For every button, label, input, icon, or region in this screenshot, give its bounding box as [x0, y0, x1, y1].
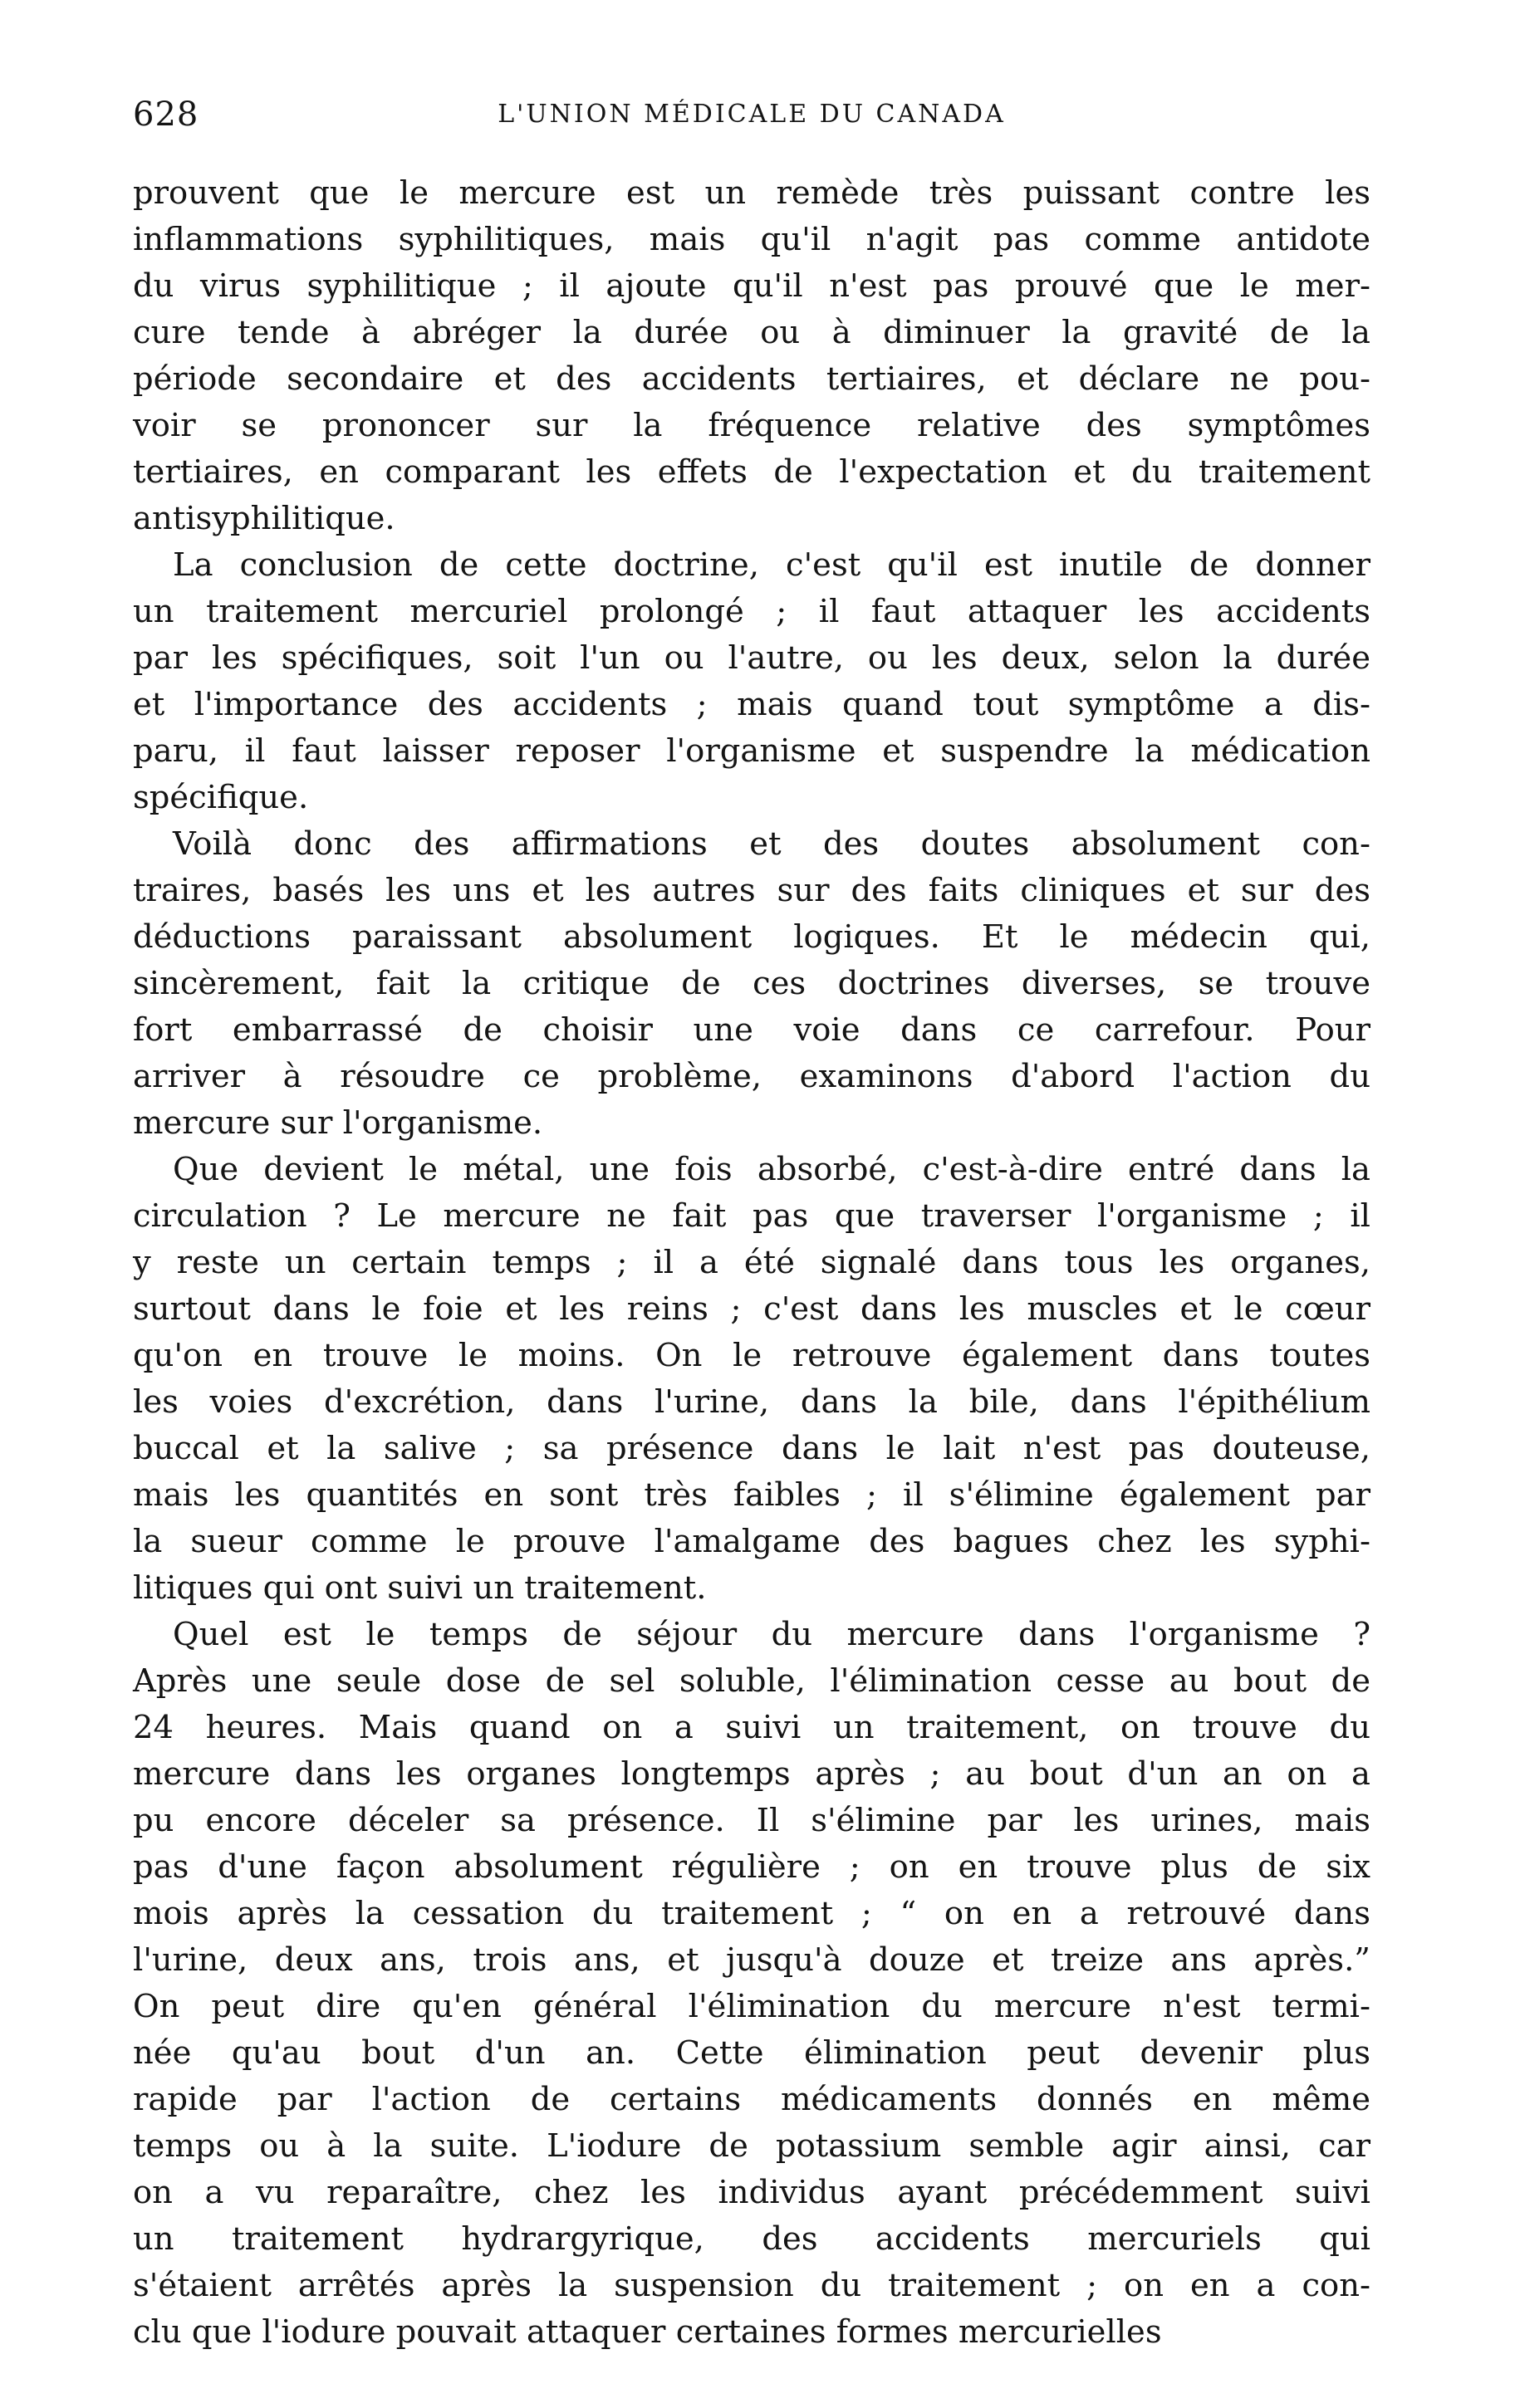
text-line: y reste un certain temps ; il a été signalé dans tous les organes, — [133, 1244, 1370, 1281]
text-line: période secondaire et des accidents tertiaires, et déclare ne pou- — [133, 360, 1370, 398]
text-line: Voilà donc des affirmations et des doutes absolument con- — [173, 825, 1370, 863]
text-line: les voies d'excrétion, dans l'urine, dans la bile, dans l'épithélium — [133, 1383, 1370, 1421]
text-line: pas d'une façon absolument régulière ; on en trouve plus de six — [133, 1848, 1370, 1886]
text-line: prouvent que le mercure est un remède très puissant contre les — [133, 174, 1370, 212]
paragraph — [133, 170, 1370, 542]
text-line: un traitement hydrargyrique, des accidents mercuriels qui — [133, 2220, 1370, 2258]
paragraph — [133, 821, 1370, 1147]
page-header — [133, 90, 1370, 139]
running-head: L'UNION MÉDICALE DU CANADA — [498, 100, 1006, 129]
text-line: mercure dans les organes longtemps après ; au bout d'un an on a — [133, 1755, 1370, 1793]
text-line: déductions paraissant absolument logiques. Et le médecin qui, — [133, 918, 1370, 956]
text-line: qu'on en trouve le moins. On le retrouve également dans toutes — [133, 1337, 1370, 1374]
text-line: s'étaient arrêtés après la suspension du traitement ; on en a con- — [133, 2267, 1370, 2304]
text-line: pu encore déceler sa présence. Il s'élimine par les urines, mais — [133, 1802, 1370, 1839]
text-line: antisyphilitique. — [133, 500, 395, 537]
text-line: inflammations syphilitiques, mais qu'il n'agit pas comme antidote — [133, 221, 1370, 258]
text-line: Après une seule dose de sel soluble, l'élimination cesse au bout de — [133, 1662, 1370, 1700]
text-line: on a vu reparaître, chez les individus ayant précédemment suivi — [133, 2174, 1370, 2211]
text-line: la sueur comme le prouve l'amalgame des bagues chez les syphi- — [133, 1523, 1370, 1560]
text-line: litiques qui ont suivi un traitement. — [133, 1569, 707, 1607]
paragraph — [133, 542, 1370, 821]
text-line: 24 heures. Mais quand on a suivi un traitement, on trouve du — [133, 1709, 1370, 1746]
text-line: Que devient le métal, une fois absorbé, c'est-à-dire entré dans la — [173, 1151, 1370, 1188]
text-line: cure tende à abréger la durée ou à diminuer la gravité de la — [133, 314, 1370, 351]
text-line: Quel est le temps de séjour du mercure dans l'organisme ? — [173, 1616, 1370, 1653]
text-line: temps ou à la suite. L'iodure de potassium semble agir ainsi, car — [133, 2127, 1370, 2165]
text-line: mais les quantités en sont très faibles ; il s'élimine également par — [133, 1476, 1370, 1514]
text-line: voir se prononcer sur la fréquence relative des symptômes — [133, 407, 1370, 444]
text-line: surtout dans le foie et les reins ; c'est dans les muscles et le cœur — [133, 1290, 1370, 1328]
text-line: La conclusion de cette doctrine, c'est qu'il est inutile de donner — [173, 546, 1370, 584]
text-line: née qu'au bout d'un an. Cette élimination peut devenir plus — [133, 2034, 1370, 2072]
text-line: l'urine, deux ans, trois ans, et jusqu'à douze et treize ans après.” — [133, 1941, 1370, 1979]
text-line: buccal et la salive ; sa présence dans le lait n'est pas douteuse, — [133, 1430, 1370, 1467]
text-line: du virus syphilitique ; il ajoute qu'il n'est pas prouvé que le mer- — [133, 267, 1370, 305]
text-line: rapide par l'action de certains médicaments donnés en même — [133, 2081, 1370, 2118]
text-line: par les spécifiques, soit l'un ou l'autre, ou les deux, selon la durée — [133, 639, 1370, 677]
text-line: circulation ? Le mercure ne fait pas que traverser l'organisme ; il — [133, 1197, 1370, 1235]
text-line: arriver à résoudre ce problème, examinons d'abord l'action du — [133, 1058, 1370, 1095]
text-line: un traitement mercuriel prolongé ; il faut attaquer les accidents — [133, 593, 1370, 630]
text-line: mercure sur l'organisme. — [133, 1104, 543, 1142]
paragraph — [133, 1612, 1370, 2356]
text-line: clu que l'iodure pouvait attaquer certaines formes mercurielles — [133, 2313, 1162, 2351]
text-line: paru, il faut laisser reposer l'organisme et suspendre la médication — [133, 732, 1370, 770]
text-line: traires, basés les uns et les autres sur des faits cliniques et sur des — [133, 872, 1370, 909]
text-line: spécifique. — [133, 779, 309, 816]
body-text — [133, 170, 1370, 2356]
text-line: et l'importance des accidents ; mais quand tout symptôme a dis- — [133, 686, 1370, 723]
text-line: On peut dire qu'en général l'élimination du mercure n'est termi- — [133, 1988, 1370, 2025]
text-line: tertiaires, en comparant les effets de l'expectation et du traitement — [133, 453, 1370, 491]
paragraph — [133, 1147, 1370, 1612]
text-line: sincèrement, fait la critique de ces doctrines diverses, se trouve — [133, 965, 1370, 1002]
text-line: mois après la cessation du traitement ; “ on en a retrouvé dans — [133, 1895, 1370, 1932]
text-line: fort embarrassé de choisir une voie dans ce carrefour. Pour — [133, 1011, 1370, 1049]
page-number: 628 — [133, 95, 199, 134]
